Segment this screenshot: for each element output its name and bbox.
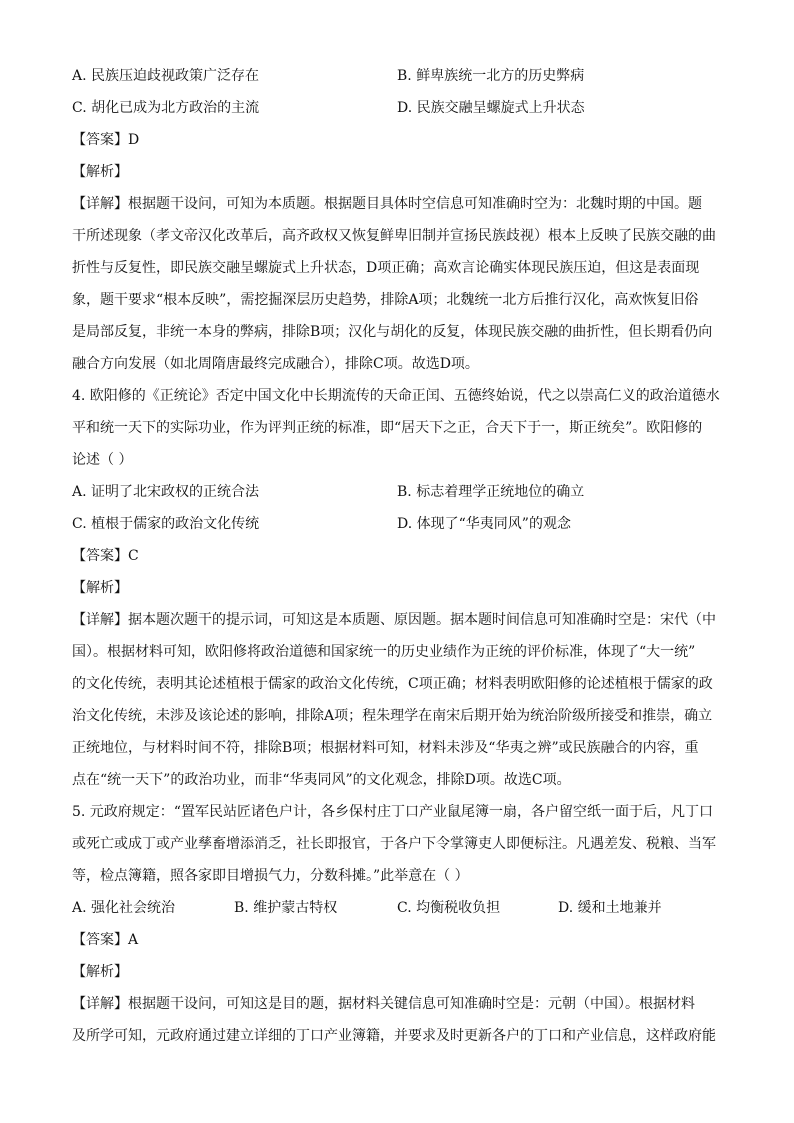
q4-option-c: C. 植根于儒家的政治文化传统 [72, 516, 260, 532]
q4-option-b: B. 标志着理学正统地位的确立 [397, 484, 585, 500]
q3-detail-line: 是局部反复，非统一本身的弊病，排除B项；汉化与胡化的反复，体现民族交融的曲折性，但长期看仍向 [72, 324, 713, 340]
q4-stem-line: 论述（ ） [72, 452, 133, 468]
q4-detail-line: 正统地位，与材料时间不符，排除B项；根据材料可知，材料未涉及“华夷之辨”或民族融合的内容，重 [72, 740, 699, 756]
q4-detail-line: 点在“统一天下”的政治功业，而非“华夷同风”的文化观念，排除D项。故选C项。 [72, 772, 571, 788]
q5-stem-line: 5. 元政府规定：“置军民站匠诸色户计，各乡保村庄丁口产业鼠尾簿一扇，各户留空纸一面于后，凡丁口 [72, 804, 713, 820]
q3-option-b: B. 鲜卑族统一北方的历史弊病 [397, 68, 585, 84]
q5-stem-line: 或死亡或成丁或产业孳畜增添消乏，社长即报官，于各户下令掌簿吏人即便标注。凡遇差发、税粮、当军 [72, 836, 716, 852]
q3-detail-line: 【详解】根据题干设问，可知为本质题。根据题目具体时空信息可知准确时空为：北魏时期的中国。题 [72, 196, 702, 212]
q3-detail-line: 折性与反复性，即民族交融呈螺旋式上升状态，D项正确；高欢言论确实体现民族压迫，但这是表面现 [72, 260, 700, 276]
q4-answer: 【答案】C [72, 548, 139, 564]
q5-option-c: C. 均衡税收负担 [397, 900, 501, 916]
q3-options-row-1 [72, 67, 724, 85]
q4-stem-line: 平和统一天下的实际功业，作为评判正统的标准，即“居天下之正，合天下于一，斯正统矣”。欧阳修的 [72, 420, 703, 436]
q3-answer: 【答案】D [72, 132, 140, 148]
q3-analysis-label: 【解析】 [72, 164, 128, 180]
q5-option-a: A. 强化社会统治 [72, 900, 176, 916]
q4-detail-line: 治文化传统，未涉及该论述的影响，排除A项；程朱理学在南宋后期开始为统治阶级所接受和推崇，确立 [72, 708, 713, 724]
q3-option-c: C. 胡化已成为北方政治的主流 [72, 100, 260, 116]
q5-analysis-label: 【解析】 [72, 964, 128, 980]
q3-options-row-2 [72, 99, 724, 117]
q4-options-row-2 [72, 515, 724, 533]
q4-analysis-label: 【解析】 [72, 580, 128, 596]
q5-options-row [72, 899, 724, 917]
q3-detail-line: 融合方向发展（如北周隋唐最终完成融合），排除C项。故选D项。 [72, 356, 479, 372]
q4-detail-line: 的文化传统，表明其论述植根于儒家的政治文化传统，C项正确；材料表明欧阳修的论述植根于儒家的政 [72, 676, 713, 692]
q5-option-d: D. 缓和土地兼并 [558, 900, 662, 916]
q3-detail-line: 象，题干要求“根本反映”，需挖掘深层历史趋势，排除A项；北魏统一北方后推行汉化，高欢恢复旧俗 [72, 292, 699, 308]
q4-stem-line: 4. 欧阳修的《正统论》否定中国文化中长期流传的天命正闰、五德终始说，代之以崇高仁义的政治道德水 [72, 388, 720, 404]
q5-option-b: B. 维护蒙古特权 [234, 900, 338, 916]
q4-option-a: A. 证明了北宋政权的正统合法 [72, 484, 260, 500]
q4-detail-line: 【详解】据本题次题干的提示词，可知这是本质题、原因题。据本题时间信息可知准确时空是：宋代（中 [72, 612, 716, 628]
q4-options-row-1 [72, 483, 724, 501]
q3-option-d: D. 民族交融呈螺旋式上升状态 [397, 100, 585, 116]
q5-answer: 【答案】A [72, 932, 139, 948]
q5-detail-line: 【详解】根据题干设问，可知这是目的题，据材料关键信息可知准确时空是：元朝（中国）。根据材料 [72, 996, 695, 1012]
q5-stem-line: 等，检点簿籍，照各家即目增损气力，分数科摊。”此举意在（ ） [72, 868, 469, 884]
q3-option-a: A. 民族压迫歧视政策广泛存在 [72, 68, 260, 84]
q4-detail-line: 国）。根据材料可知，欧阳修将政治道德和国家统一的历史业绩作为正统的评价标准，体现了“大一统” [72, 644, 696, 660]
q4-option-d: D. 体现了“华夷同风”的观念 [397, 516, 571, 532]
q3-detail-line: 干所述现象（孝文帝汉化改革后，高齐政权又恢复鲜卑旧制并宣扬民族歧视）根本上反映了民族交融的曲 [72, 228, 716, 244]
q5-detail-line: 及所学可知，元政府通过建立详细的丁口产业簿籍，并要求及时更新各户的丁口和产业信息，这样政府能 [72, 1028, 716, 1044]
